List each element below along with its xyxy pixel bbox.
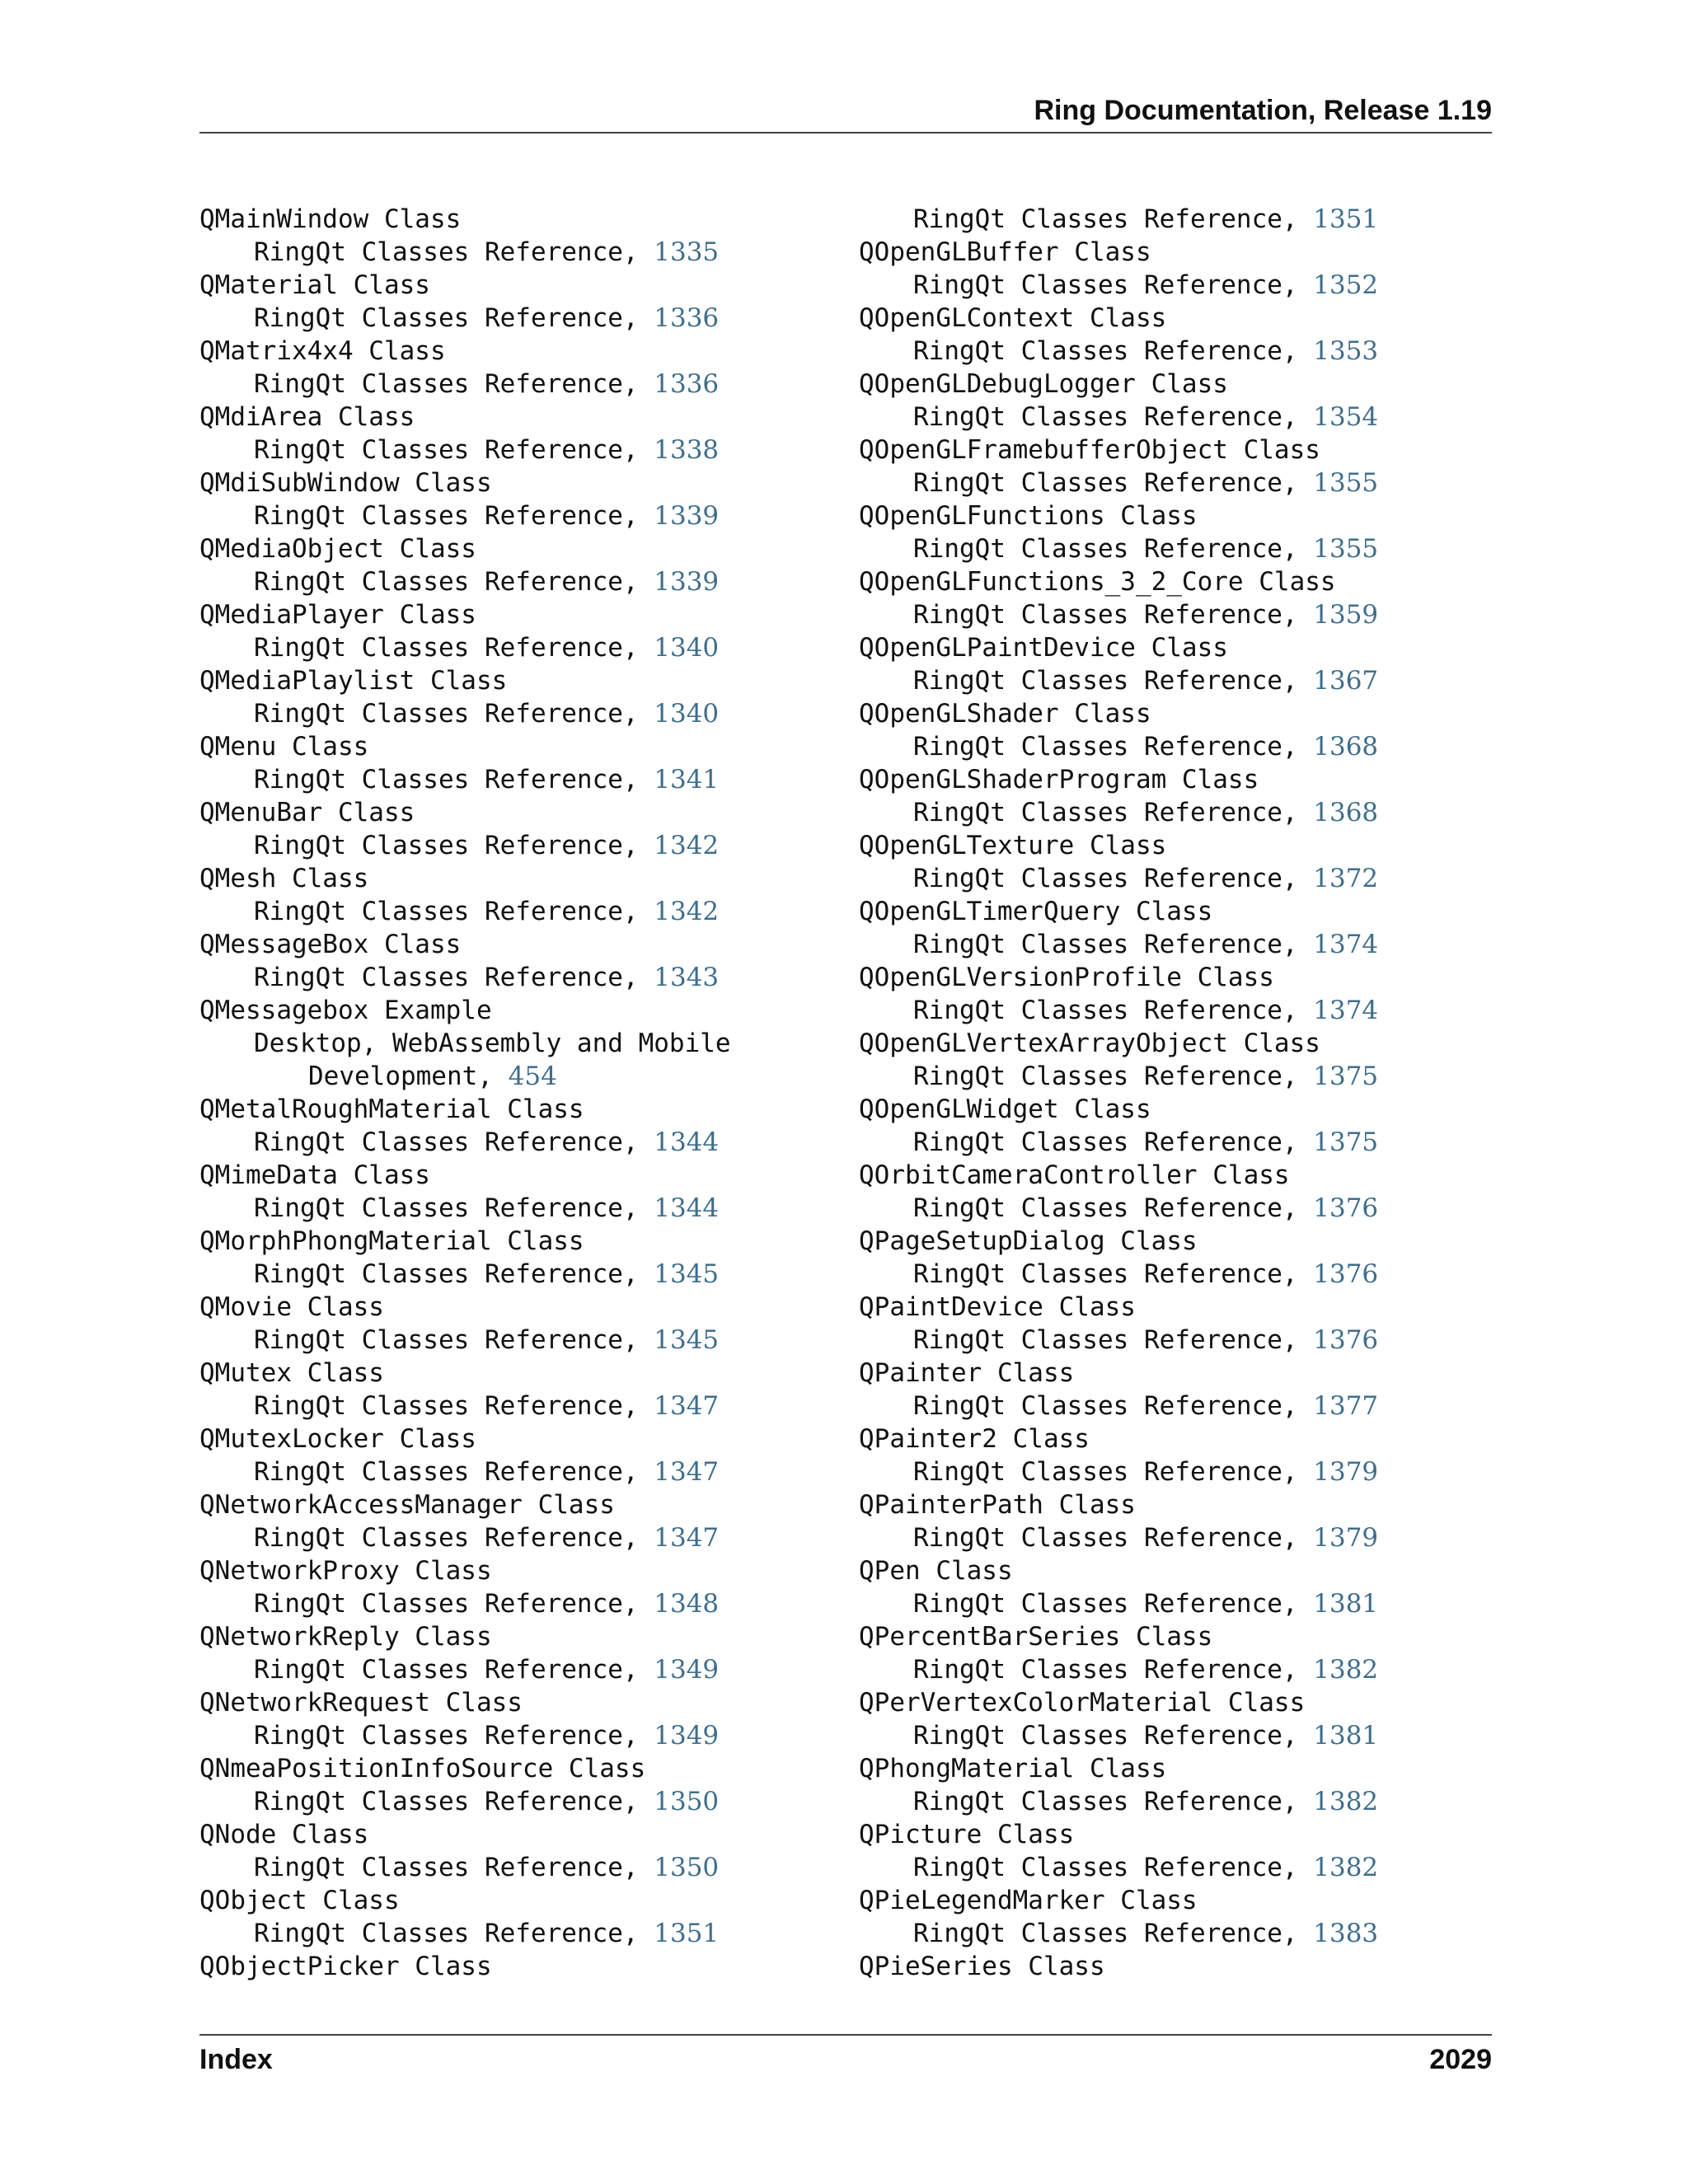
index-entry [859, 1950, 1378, 1983]
index-entry [199, 664, 731, 697]
entry-text: QPicture Class [859, 1820, 1075, 1849]
index-subentry [859, 335, 1378, 368]
entry-text: RingQt Classes Reference, [254, 501, 654, 531]
entry-text: RingQt Classes Reference, [254, 1259, 654, 1289]
index-entry [859, 565, 1378, 598]
entry-text: QObject Class [199, 1886, 400, 1915]
entry-text: QOrbitCameraController Class [859, 1160, 1290, 1190]
index-subentry [859, 532, 1378, 565]
index-subentry [859, 1455, 1378, 1488]
entry-text: QMovie Class [199, 1292, 384, 1322]
index-subentry [859, 928, 1378, 961]
entry-text: RingQt Classes Reference, [254, 1523, 654, 1553]
index-subentry [859, 1521, 1378, 1554]
index-entry [199, 1357, 731, 1390]
index-entry [199, 532, 731, 565]
index-column-right [859, 203, 1378, 1983]
page-footer [199, 2034, 1492, 2085]
page-link[interactable]: 1376 [1313, 1193, 1379, 1223]
page-link[interactable]: 1347 [654, 1523, 720, 1553]
entry-text: QOpenGLDebugLogger Class [859, 369, 1228, 399]
entry-text: RingQt Classes Reference, [254, 1325, 654, 1355]
page-link[interactable]: 1353 [1313, 336, 1379, 366]
page-link[interactable]: 1339 [654, 567, 720, 597]
index-subentry [199, 1258, 731, 1291]
index-subentry [199, 1653, 731, 1686]
index-subentry [199, 895, 731, 928]
index-subentry [199, 1719, 731, 1752]
index-entry [859, 697, 1378, 730]
entry-text: RingQt Classes Reference, [913, 204, 1314, 234]
entry-text: QNetworkReply Class [199, 1622, 492, 1652]
index-subentry [859, 1390, 1378, 1422]
page-link[interactable]: 1345 [654, 1325, 720, 1355]
page-link[interactable]: 1382 [1313, 1787, 1379, 1816]
entry-text: QOpenGLVersionProfile Class [859, 963, 1274, 992]
index-subentry [199, 565, 731, 598]
entry-text: QMenu Class [199, 732, 369, 762]
index-subentry [859, 1917, 1378, 1950]
entry-text: QOpenGLTimerQuery Class [859, 897, 1213, 926]
entry-text: RingQt Classes Reference, [913, 1062, 1314, 1091]
entry-text: RingQt Classes Reference, [254, 1919, 654, 1948]
index-column-left [199, 203, 731, 1983]
index-subentry [199, 434, 731, 466]
index-entry [199, 598, 731, 631]
entry-text: RingQt Classes Reference, [254, 1589, 654, 1619]
page-link[interactable]: 1351 [654, 1919, 720, 1948]
index-subentry [199, 499, 731, 532]
index-subentry [199, 631, 731, 664]
index-subentry [859, 1060, 1378, 1093]
index-entry [199, 730, 731, 763]
page-link[interactable]: 1374 [1313, 930, 1379, 959]
entry-text: QMessagebox Example [199, 996, 492, 1025]
entry-text: RingQt Classes Reference, [254, 1721, 654, 1750]
page-link[interactable]: 1338 [654, 435, 720, 465]
page-link[interactable]: 1350 [654, 1787, 720, 1816]
page-link[interactable]: 1348 [654, 1589, 720, 1619]
entry-text: RingQt Classes Reference, [254, 1787, 654, 1816]
page-link[interactable]: 1375 [1313, 1062, 1379, 1091]
index-entry [859, 1225, 1378, 1258]
entry-text: QMutexLocker Class [199, 1424, 476, 1454]
entry-text: RingQt Classes Reference, [913, 996, 1314, 1025]
index-entry [199, 1159, 731, 1192]
entry-text: QMetalRoughMaterial Class [199, 1094, 584, 1124]
entry-text: RingQt Classes Reference, [913, 1919, 1314, 1948]
entry-text: QPageSetupDialog Class [859, 1226, 1198, 1256]
page-link[interactable]: 1375 [1313, 1127, 1379, 1157]
entry-text: QPhongMaterial Class [859, 1754, 1167, 1783]
entry-text: QOpenGLBuffer Class [859, 237, 1151, 267]
entry-text: QNode Class [199, 1820, 369, 1849]
entry-text: QMaterial Class [199, 270, 430, 300]
entry-text: QMediaPlayer Class [199, 600, 476, 630]
page-link[interactable]: 1382 [1313, 1655, 1379, 1685]
entry-text: RingQt Classes Reference, [254, 1457, 654, 1487]
index-entry [199, 1818, 731, 1851]
entry-text: RingQt Classes Reference, [254, 765, 654, 794]
entry-text: RingQt Classes Reference, [913, 1721, 1314, 1750]
entry-text: RingQt Classes Reference, [913, 468, 1314, 498]
entry-text: RingQt Classes Reference, [913, 402, 1314, 432]
entry-text: RingQt Classes Reference, [913, 1127, 1314, 1157]
index-entry [199, 796, 731, 829]
index-entry [859, 1093, 1378, 1126]
index-subentry [859, 796, 1378, 829]
entry-text: QMediaPlaylist Class [199, 666, 508, 696]
index-entry [859, 631, 1378, 664]
entry-text: QOpenGLContext Class [859, 303, 1167, 333]
page-link[interactable]: 1381 [1313, 1721, 1379, 1750]
entry-text: RingQt Classes Reference, [913, 600, 1314, 630]
index-entry [199, 1291, 731, 1324]
entry-text: Development, [308, 1062, 509, 1091]
entry-text: QMdiArea Class [199, 402, 415, 432]
page-link[interactable]: 1347 [654, 1391, 720, 1421]
entry-text: RingQt Classes Reference, [254, 897, 654, 926]
index-entry [199, 1422, 731, 1455]
index-entry [199, 269, 731, 302]
entry-text: RingQt Classes Reference, [913, 1853, 1314, 1882]
page-link[interactable]: 1379 [1313, 1523, 1379, 1553]
index-entry [199, 466, 731, 499]
index-subentry [859, 598, 1378, 631]
page-link[interactable]: 1379 [1313, 1457, 1379, 1487]
entry-text: RingQt Classes Reference, [254, 633, 654, 663]
entry-text: QMediaObject Class [199, 534, 476, 564]
entry-text: RingQt Classes Reference, [913, 864, 1314, 893]
index-entry [199, 994, 731, 1027]
index-entry [199, 1686, 731, 1719]
index-subentry [859, 1851, 1378, 1884]
entry-text: QPainter Class [859, 1358, 1075, 1388]
page-link[interactable]: 1351 [1313, 204, 1379, 234]
index-subentry [199, 1390, 731, 1422]
index-subentry [199, 1785, 731, 1818]
entry-text: QPercentBarSeries Class [859, 1622, 1213, 1652]
entry-text: RingQt Classes Reference, [254, 237, 654, 267]
entry-text: RingQt Classes Reference, [254, 1193, 654, 1223]
entry-text: QMenuBar Class [199, 798, 415, 827]
index-entry [199, 203, 731, 236]
page-link[interactable]: 1336 [654, 303, 720, 333]
entry-text: QOpenGLFramebufferObject Class [859, 435, 1320, 465]
page-link[interactable]: 1359 [1313, 600, 1379, 630]
index-entry [199, 1752, 731, 1785]
entry-text: Desktop, WebAssembly and Mobile [254, 1029, 731, 1058]
index-subentry [199, 1851, 731, 1884]
entry-text: RingQt Classes Reference, [913, 534, 1314, 564]
index-entry [199, 928, 731, 961]
index-subentry [199, 1060, 731, 1093]
page-link[interactable]: 1352 [1313, 270, 1379, 300]
entry-text: RingQt Classes Reference, [913, 732, 1314, 762]
page-link[interactable]: 1367 [1313, 666, 1379, 696]
index-entry [859, 1357, 1378, 1390]
index-entry [859, 1488, 1378, 1521]
index-subentry [199, 763, 731, 796]
index-subentry [859, 1192, 1378, 1225]
entry-text: RingQt Classes Reference, [913, 1325, 1314, 1355]
index-entry [199, 1950, 731, 1983]
page-link[interactable]: 1344 [654, 1193, 720, 1223]
entry-text: RingQt Classes Reference, [254, 963, 654, 992]
entry-text: QMutex Class [199, 1358, 384, 1388]
index-subentry [199, 1587, 731, 1620]
entry-text: RingQt Classes Reference, [254, 1655, 654, 1685]
index-entry [859, 961, 1378, 994]
entry-text: QMatrix4x4 Class [199, 336, 446, 366]
page-link[interactable]: 1355 [1313, 534, 1379, 564]
index-subentry [859, 269, 1378, 302]
entry-text: QPieLegendMarker Class [859, 1886, 1198, 1915]
entry-text: QPerVertexColorMaterial Class [859, 1688, 1306, 1718]
entry-text: QPainterPath Class [859, 1490, 1136, 1520]
page-link[interactable]: 1344 [654, 1127, 720, 1157]
page-link[interactable]: 1341 [654, 765, 720, 794]
page-link[interactable]: 1368 [1313, 732, 1379, 762]
entry-text: QOpenGLFunctions Class [859, 501, 1198, 531]
entry-text: RingQt Classes Reference, [913, 1259, 1314, 1289]
entry-text: RingQt Classes Reference, [254, 1853, 654, 1882]
entry-text: QOpenGLVertexArrayObject Class [859, 1029, 1320, 1058]
entry-text: RingQt Classes Reference, [913, 1193, 1314, 1223]
entry-text: QPen Class [859, 1556, 1013, 1586]
entry-text: RingQt Classes Reference, [913, 1655, 1314, 1685]
index-subentry [199, 302, 731, 335]
page-link[interactable]: 1377 [1313, 1391, 1379, 1421]
entry-text: RingQt Classes Reference, [913, 1787, 1314, 1816]
entry-text: QObjectPicker Class [199, 1952, 492, 1981]
index-subentry [859, 1653, 1378, 1686]
index-entry [859, 1159, 1378, 1192]
index-entry [859, 829, 1378, 862]
index-subentry [859, 1258, 1378, 1291]
entry-text: QOpenGLFunctions_3_2_Core Class [859, 567, 1336, 597]
page-link[interactable]: 1368 [1313, 798, 1379, 827]
index-entry [859, 1422, 1378, 1455]
page-link[interactable]: 1347 [654, 1457, 720, 1487]
index-entry [859, 1620, 1378, 1653]
index-subentry [859, 203, 1378, 236]
entry-text: QPaintDevice Class [859, 1292, 1136, 1322]
entry-text: RingQt Classes Reference, [913, 1391, 1314, 1421]
entry-text: RingQt Classes Reference, [913, 930, 1314, 959]
entry-text: RingQt Classes Reference, [254, 699, 654, 729]
entry-text: RingQt Classes Reference, [913, 336, 1314, 366]
index-entry [859, 895, 1378, 928]
page-link[interactable]: 1376 [1313, 1259, 1379, 1289]
index-entry [199, 1620, 731, 1653]
index-entry [859, 763, 1378, 796]
page-link[interactable]: 454 [508, 1062, 557, 1091]
index-entry [859, 236, 1378, 269]
entry-text: QNetworkAccessManager Class [199, 1490, 615, 1520]
document-title: Ring Documentation, Release 1.19 [1034, 95, 1492, 126]
page-link[interactable]: 1342 [654, 897, 720, 926]
entry-text: RingQt Classes Reference, [254, 369, 654, 399]
index-subentry [199, 236, 731, 269]
entry-text: QMimeData Class [199, 1160, 430, 1190]
entry-text: QPieSeries Class [859, 1952, 1105, 1981]
index-entry [199, 1884, 731, 1917]
entry-text: RingQt Classes Reference, [254, 1127, 654, 1157]
index-entry [859, 499, 1378, 532]
entry-text: QMesh Class [199, 864, 369, 893]
index-subentry [199, 1126, 731, 1159]
entry-text: RingQt Classes Reference, [913, 798, 1314, 827]
index-entry [199, 862, 731, 895]
index-subentry [199, 1917, 731, 1950]
entry-text: QMdiSubWindow Class [199, 468, 492, 498]
index-subentry [199, 961, 731, 994]
index-entry [859, 434, 1378, 466]
entry-text: RingQt Classes Reference, [913, 666, 1314, 696]
page-link[interactable]: 1383 [1313, 1919, 1379, 1948]
entry-text: RingQt Classes Reference, [913, 1523, 1314, 1553]
page-link[interactable]: 1343 [654, 963, 720, 992]
index-entry [199, 1093, 731, 1126]
index-entry [199, 1554, 731, 1587]
page-link[interactable]: 1340 [654, 633, 720, 663]
entry-text: RingQt Classes Reference, [913, 1589, 1314, 1619]
index-subentry [199, 697, 731, 730]
page-link[interactable]: 1339 [654, 501, 720, 531]
index-entry [859, 1554, 1378, 1587]
index-entry [859, 1027, 1378, 1060]
index-entry [199, 335, 731, 368]
entry-text: RingQt Classes Reference, [254, 1391, 654, 1421]
page-link[interactable]: 1336 [654, 369, 720, 399]
page-link[interactable]: 1350 [654, 1853, 720, 1882]
index-subentry [199, 1324, 731, 1357]
page-link[interactable]: 1381 [1313, 1589, 1379, 1619]
index-subentry [859, 730, 1378, 763]
index-subentry [199, 1521, 731, 1554]
index-subentry [199, 1455, 731, 1488]
page-link[interactable]: 1355 [1313, 468, 1379, 498]
entry-text: QOpenGLShaderProgram Class [859, 765, 1259, 794]
page-link[interactable]: 1354 [1313, 402, 1379, 432]
page-link[interactable]: 1340 [654, 699, 720, 729]
entry-text: RingQt Classes Reference, [913, 1457, 1314, 1487]
entry-text: QMainWindow Class [199, 204, 462, 234]
entry-text: RingQt Classes Reference, [254, 435, 654, 465]
index-subentry [859, 994, 1378, 1027]
index-subentry [199, 1192, 731, 1225]
index-entry [859, 368, 1378, 401]
entry-text: RingQt Classes Reference, [254, 831, 654, 860]
index-subentry [859, 401, 1378, 434]
index-entry [859, 1884, 1378, 1917]
page-link[interactable]: 1372 [1313, 864, 1379, 893]
index-subentry [199, 829, 731, 862]
page-header [199, 92, 1492, 134]
index-entry [859, 1818, 1378, 1851]
index-subentry [859, 1719, 1378, 1752]
entry-text: RingQt Classes Reference, [254, 303, 654, 333]
index-subentry [859, 1324, 1378, 1357]
index-entry [199, 401, 731, 434]
footer-section: Index [199, 2044, 273, 2075]
page-link[interactable]: 1345 [654, 1259, 720, 1289]
index-subentry [859, 862, 1378, 895]
index-subentry [859, 466, 1378, 499]
index-subentry [859, 664, 1378, 697]
index-subentry [199, 1027, 731, 1060]
entry-text: QMessageBox Class [199, 930, 462, 959]
entry-text: QOpenGLWidget Class [859, 1094, 1151, 1124]
page-number: 2029 [1429, 2044, 1492, 2075]
entry-text: QOpenGLTexture Class [859, 831, 1167, 860]
index-subentry [859, 1785, 1378, 1818]
entry-text: QOpenGLPaintDevice Class [859, 633, 1228, 663]
index-entry [859, 1752, 1378, 1785]
index-entry [199, 1488, 731, 1521]
entry-text: QPainter2 Class [859, 1424, 1090, 1454]
entry-text: QNetworkRequest Class [199, 1688, 523, 1718]
entry-text: QNetworkProxy Class [199, 1556, 492, 1586]
entry-text: QMorphPhongMaterial Class [199, 1226, 584, 1256]
page-link[interactable]: 1374 [1313, 996, 1379, 1025]
index-entry [859, 1686, 1378, 1719]
index-entry [859, 302, 1378, 335]
entry-text: RingQt Classes Reference, [254, 567, 654, 597]
index-entry [859, 1291, 1378, 1324]
index-subentry [199, 368, 731, 401]
page-link[interactable]: 1382 [1313, 1853, 1379, 1882]
page-link[interactable]: 1335 [654, 237, 720, 267]
page-link[interactable]: 1349 [654, 1721, 720, 1750]
index-subentry [859, 1126, 1378, 1159]
page-link[interactable]: 1342 [654, 831, 720, 860]
index-entry [199, 1225, 731, 1258]
page-link[interactable]: 1376 [1313, 1325, 1379, 1355]
page-link[interactable]: 1349 [654, 1655, 720, 1685]
entry-text: QOpenGLShader Class [859, 699, 1151, 729]
entry-text: QNmeaPositionInfoSource Class [199, 1754, 646, 1783]
entry-text: RingQt Classes Reference, [913, 270, 1314, 300]
index-subentry [859, 1587, 1378, 1620]
